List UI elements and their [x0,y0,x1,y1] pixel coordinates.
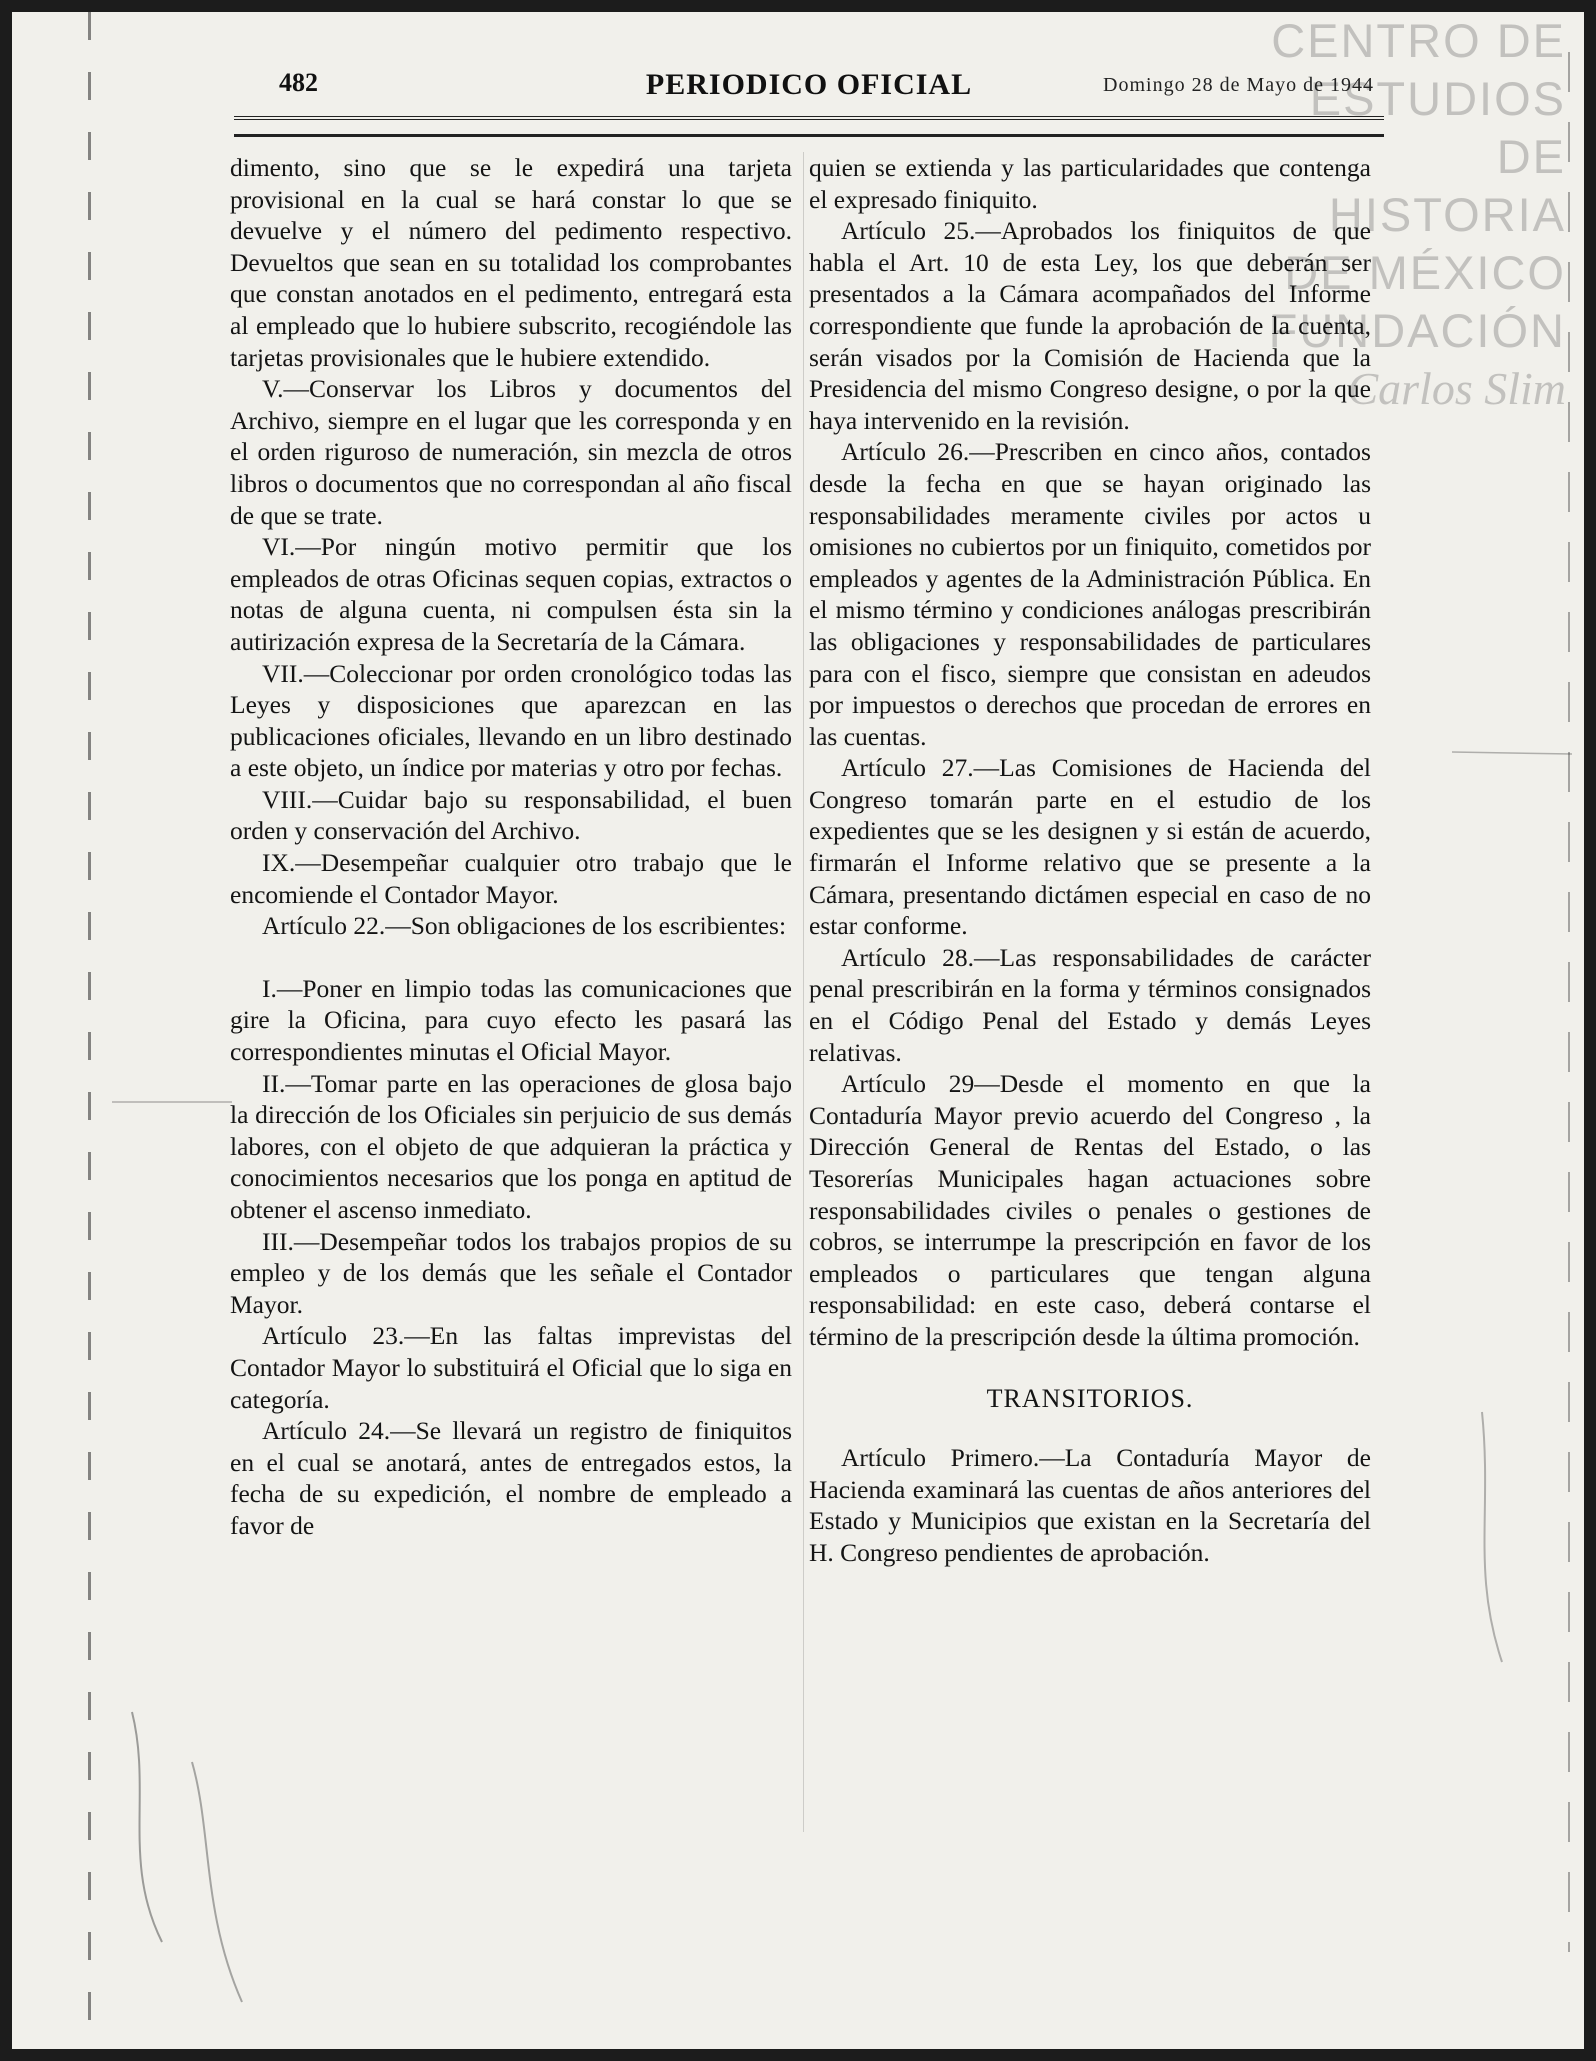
publication-title: PERIODICO OFICIAL [645,68,973,101]
scanned-page [12,12,1584,2049]
paragraph: Artículo 28.—Las responsabilidades de carácter penal prescribirán en la forma y términos consignados en el Código Penal del Estado y demás Leyes relativas. [809,942,1371,1067]
paragraph: dimento, sino que se le expedirá una tarjeta provisional en la cual se hará constar lo que se devuelve y el número del pedimento respectivo. Devueltos que sean en su totalidad los comprobantes que constan anotados en el pedimento, entregará esta al empleado que lo hubiere subscrito, recogiéndole las tarjetas provisionales que le hubiere extendido. [230,153,792,372]
paragraph: Artículo 23.—En las faltas imprevistas del Contador Mayor lo substituirá el Oficial que lo siga en categoría. [230,1321,792,1414]
paragraph: Artículo 26.—Prescriben en cinco años, contados desde la fecha en que se hayan originado las responsabilidades meramente civiles por actos u omisiones no cubiertos por un finiquito, cometidos por empleados y agentes de la Administración Pública. En el mismo término y condiciones análogas prescribirán las obligaciones y responsabilidades de particulares para con el fisco, siempre que consistan en adeudos por impuestos o derechos que procedan de errores en las cuentas. [809,437,1371,751]
paragraph: VIII.—Cuidar bajo su responsabilidad, el buen orden y conservación del Archivo. [230,784,792,846]
paragraph: quien se extienda y las particularidades que contenga el expresado finiquito. [809,153,1371,214]
paragraph: IX.—Desempeñar cualquier otro trabajo que le encomiende el Contador Mayor. [230,848,792,909]
page-number: 482 [279,68,318,97]
paragraph: II.—Tomar parte en las operaciones de glosa bajo la dirección de los Oficiales sin perjuicio de sus demás labores, con el objeto de que adquieran la práctica y conocimientos necesarios que los ponga en aptitud de obtener el ascenso inmediato. [230,1068,792,1224]
issue-date: Domingo 28 de Mayo de 1944 [1103,74,1374,96]
column-divider [803,152,804,1832]
scan-edge-left [88,12,91,2049]
paragraph: V.—Conservar los Libros y documentos del Archivo, siempre en el lugar que les corresponda y en el orden riguroso de numeración, sin mezcla de otros libros o documentos que no correspondan al año fiscal de que se trate. [230,374,792,530]
paragraph: VI.—Por ningún motivo permitir que los empleados de otras Oficinas sequen copias, extractos o notas de alguna cuenta, ni compulsen ésta sin la autirización expresa de la Secretaría de la Cámara. [230,532,792,656]
left-column [230,152,792,1542]
page-header [234,54,1384,114]
paragraph: Artículo 24.—Se llevará un registro de finiquitos en el cual se anotará, antes de entregados estos, la fecha de su expedición, el nombre de empleado a favor de [230,1416,792,1540]
right-column [809,152,1371,1569]
watermark-line: DE MÉXICO [1284,246,1566,299]
scan-edge-right [1568,52,1570,1952]
paragraph: I.—Poner en limpio todas las comunicaciones que gire la Oficina, para cuyo efecto les pasará las correspondientes minutas el Oficial Mayor. [230,973,792,1067]
watermark-line: CENTRO DE [1271,14,1566,67]
paragraph: VII.—Coleccionar por orden cronológico todas las Leyes y disposiciones que aparezcan en las publicaciones oficiales, llevando en un libro destinado a este objeto, un índice por materias y otro por fechas. [230,658,792,783]
paragraph: III.—Desempeñar todos los trabajos propios de su empleo y de los demás que les señale el Contador Mayor. [230,1226,792,1319]
paragraph: Artículo 29—Desde el momento en que la Contaduría Mayor previo acuerdo del Congreso , la Dirección General de Rentas del Estado, o las Tesorerías Municipales hagan actuaciones sobre responsabilidades civiles o penales o gestiones de cobros, se interrumpe la prescripción en favor de los empleados o particulares que tengan alguna responsabilidad: en este caso, deberá contarse el término de la prescripción desde la última promoción. [809,1069,1371,1351]
paragraph: Artículo 22.—Son obligaciones de los escribientes: [262,911,787,941]
watermark-line: ESTUDIOS [1309,72,1566,125]
header-rule [234,116,1384,137]
paragraph: Artículo Primero.—La Contaduría Mayor de Hacienda examinará las cuentas de años anteriores del Estado y Municipios que existan en la Secretaría del H. Congreso pendientes de aprobación. [809,1443,1371,1567]
watermark-line: DE HISTORIA [1328,130,1566,241]
paragraph: Artículo 27.—Las Comisiones de Hacienda del Congreso tomarán parte en el estudio de los expedientes que se les designen y si están de acuerdo, firmarán el Informe relativo que se presente a la Cámara, presentando dictámen especial en caso de no estar conforme. [809,753,1371,941]
section-heading: TRANSITORIOS. [986,1383,1194,1413]
paragraph: Artículo 25.—Aprobados los finiquitos de que habla el Art. 10 de esta Ley, los que deberán ser presentados a la Cámara acompañados del Informe correspondiente que funde la aprobación de la cuenta, serán visados por la Comisión de Hacienda que la Presidencia del mismo Congreso designe, o por la que haya intervenido en la revisión. [809,216,1371,435]
watermark-signature: Carlos Slim [1347,363,1566,414]
watermark-line: FUNDACIÓN [1268,304,1566,357]
